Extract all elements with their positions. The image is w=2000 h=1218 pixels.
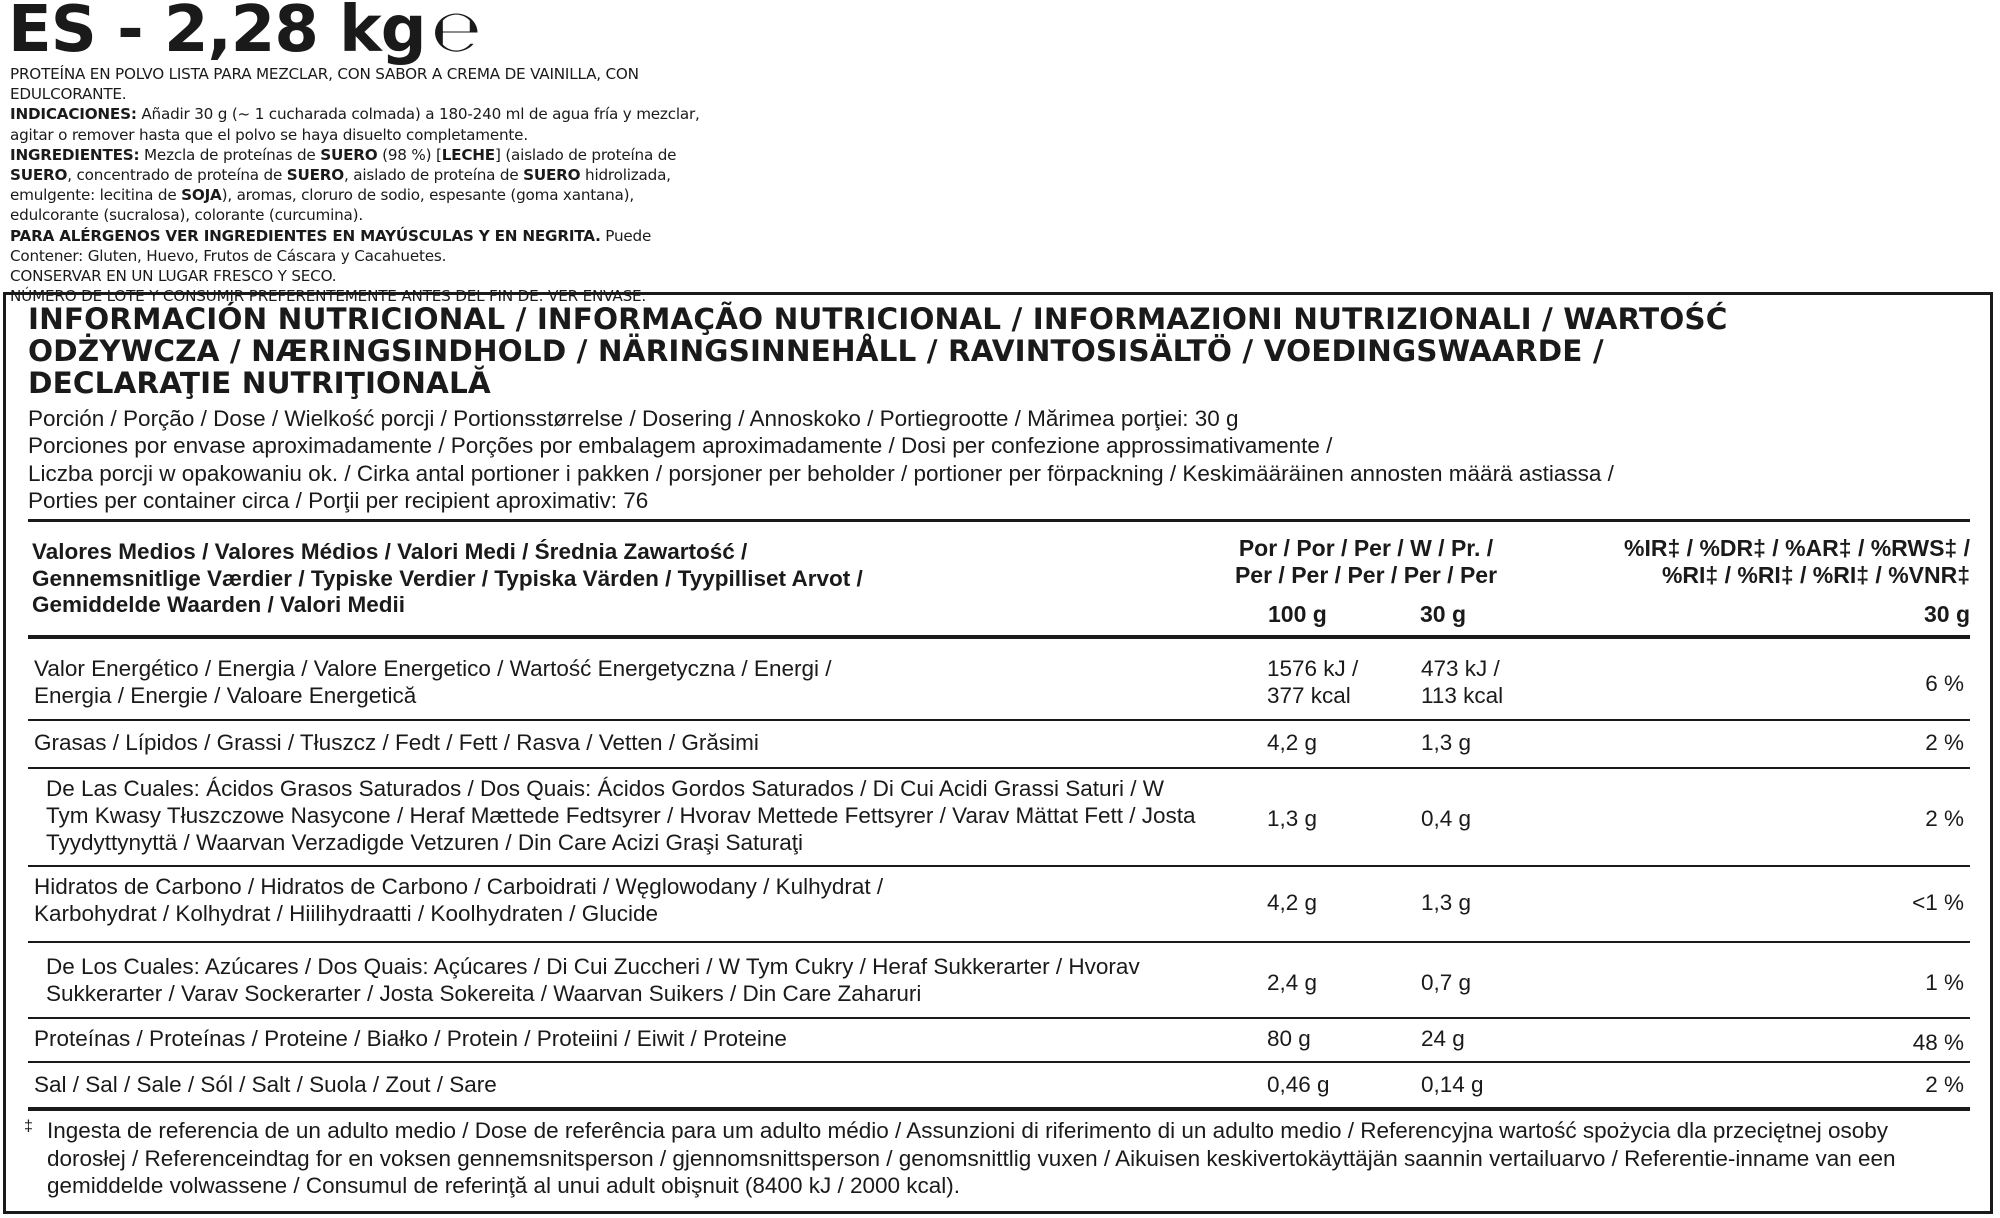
column-header-reference-intake (1550, 535, 1970, 589)
row-divider (28, 767, 1970, 769)
ingredients-text: ), aromas, cloruro de sodio, espesante (goma xantana), edulcorante (sucralosa), colorante (curcumina). (10, 186, 635, 225)
nutrient-label (46, 775, 1216, 856)
ingredients-text: (98 %) [ (377, 145, 442, 164)
row-divider (28, 1017, 1970, 1019)
nutrient-label-line: De Los Cuales: Azúcares / Dos Quais: Açúcares / Di Cui Zuccheri / W Tym Cukry / Heraf Sukkerarter / Hvorav (46, 954, 1140, 979)
reference-intake-footnote (24, 1117, 1964, 1200)
value-per-100g: 0,46 g (1267, 1072, 1330, 1097)
nutrient-label-line: Karbohydrat / Kolhydrat / Hiilihydraatti / Koolhydraten / Glucide (34, 901, 659, 926)
row-divider (28, 941, 1970, 943)
reference-intake-value: <1 % (1912, 890, 1964, 915)
value-line: 113 kcal (1421, 683, 1504, 708)
directions-paragraph (10, 104, 710, 144)
column-sub-100g: 100 g (1268, 601, 1327, 627)
serving-info (28, 405, 1788, 514)
ingredients-paragraph (10, 145, 710, 226)
value-per-100g: 4,2 g (1267, 730, 1318, 755)
column-sub-30g: 30 g (1420, 601, 1467, 627)
directions-text: Añadir 30 g (~ 1 cucharada colmada) a 180-240 ml de agua fría y mezclar, agitar o remover hasta que el polvo se haya disuelto completamente. (10, 105, 700, 144)
value-per-30g: 1,3 g (1421, 890, 1472, 915)
value-per-100g: 1,3 g (1267, 806, 1318, 831)
column-header-line: Valores Medios / Valores Médios / Valori Medi / Średnia Zawartość / (32, 539, 748, 564)
product-description (10, 64, 710, 306)
nutrient-label-line: Sukkerarter / Varav Sockerarter / Josta Sokereita / Waarvan Suikers / Din Care Zaharuri (46, 981, 922, 1006)
value-per-100g: 80 g (1267, 1026, 1311, 1051)
ingredients-text: Mezcla de proteínas de (139, 145, 321, 164)
nutrient-label-line: Tyydyttynyttä / Waarvan Verzadigde Vetzuren / Din Care Acizi Graşi Saturaţi (46, 830, 804, 855)
row-divider (28, 1061, 1970, 1063)
nutrient-label-line: Tym Kwasy Tłuszczowe Nasycone / Heraf Mættede Fedtsyrer / Hvorav Mettede Fettsyrer / Varav Mättat Fett / Josta (46, 803, 1196, 828)
table-header-divider (28, 635, 1970, 639)
allergen-text: Puede Contener: Gluten, Huevo, Frutos de Cáscara y Cacahuetes. (10, 226, 652, 265)
column-header-line: Gemiddelde Waarden / Valori Medii (32, 592, 406, 617)
estimated-sign-icon: ℮ (431, 0, 481, 65)
row-divider (28, 865, 1970, 867)
allergen-whey: SUERO (320, 145, 378, 164)
lot-line: NÚMERO DE LOTE Y CONSUMIR PREFERENTEMENTE ANTES DEL FIN DE: VER ENVASE. (10, 287, 647, 306)
nutrient-label (34, 1071, 1204, 1098)
column-header-values (32, 539, 1032, 619)
value-per-30g: 0,14 g (1421, 1072, 1484, 1097)
ingredients-text: , concentrado de proteína de (67, 166, 287, 185)
allergen-whey: SUERO (10, 166, 68, 185)
allergen-soy: SOJA (181, 186, 222, 205)
nutrition-facts-box (3, 292, 1993, 1214)
column-header-line: %IR‡ / %DR‡ / %AR‡ / %RWS‡ / (1624, 535, 1970, 561)
allergen-whey: SUERO (523, 166, 581, 185)
nutrient-label (34, 873, 1204, 927)
allergen-paragraph (10, 226, 710, 266)
value-per-30g: 0,4 g (1421, 806, 1472, 831)
serving-line: Porciones por envase aproximadamente / Porções por embalagem aproximadamente / Dosi per confezione approssimativamente / (28, 433, 1333, 459)
nutrient-label (34, 729, 1204, 756)
ingredients-text: , aislado de proteína de (344, 166, 524, 185)
directions-label: INDICACIONES: (10, 105, 137, 124)
column-header-line: %RI‡ / %RI‡ / %RI‡ / %VNR‡ (1661, 562, 1970, 588)
serving-line: Liczba porcji w opakowaniu ok. / Cirka antal portioner i pakken / porsjoner per beholder / portioner per förpackning / Keskimääräinen annosten määrä astiassa / (28, 460, 1614, 486)
ingredients-text: ] (aislado de proteína de (494, 145, 677, 164)
value-per-30g (1421, 655, 1561, 709)
reference-intake-value: 2 % (1925, 1072, 1964, 1097)
reference-intake-value: 1 % (1925, 970, 1964, 995)
value-per-100g (1267, 655, 1407, 709)
column-header-line: Gennemsnitlige Værdier / Typiske Verdier / Typiska Värden / Tyypilliset Arvot / (32, 565, 863, 591)
nutrient-label-line: Proteínas / Proteínas / Proteine / Białko / Protein / Proteiini / Eiwit / Proteine (34, 1026, 787, 1051)
product-weight-title (8, 0, 480, 67)
nutrient-label (34, 655, 1204, 709)
value-line: 377 kcal (1267, 683, 1351, 708)
reference-intake-value: 2 % (1925, 806, 1964, 831)
allergen-milk: LECHE (441, 145, 495, 164)
column-sub-ri-30g: 30 g (1923, 601, 1970, 627)
column-header-line: Por / Por / Per / W / Pr. / (1238, 535, 1494, 561)
nutrient-label-line: De Las Cuales: Ácidos Grasos Saturados / Dos Quais: Ácidos Gordos Saturados / Di Cui Acidi Grassi Saturi / W (46, 776, 1164, 801)
reference-intake-value: 2 % (1925, 730, 1964, 755)
weight-label: ES - 2,28 kg (8, 0, 426, 67)
allergen-label: PARA ALÉRGENOS VER INGREDIENTES EN MAYÚSCULAS Y EN NEGRITA. (10, 226, 601, 245)
nutrient-label (46, 953, 1216, 1007)
allergen-whey: SUERO (286, 166, 344, 185)
nutrient-label-line: Sal / Sal / Sale / Sól / Salt / Suola / Zout / Sare (34, 1072, 497, 1097)
nutrient-label-line: Valor Energético / Energia / Valore Energetico / Wartość Energetyczna / Energi / (34, 656, 832, 681)
nutrient-label (34, 1025, 1204, 1052)
column-header-per (1206, 535, 1526, 589)
footnote-mark: ‡ (24, 1118, 33, 1135)
nutrient-label-line: Energia / Energie / Valoare Energetică (34, 683, 417, 708)
row-divider (28, 719, 1970, 721)
nutrient-label-line: Hidratos de Carbono / Hidratos de Carbono / Carboidrati / Węglowodany / Kulhydrat / (34, 874, 884, 899)
storage-line: CONSERVAR EN UN LUGAR FRESCO Y SECO. (10, 267, 337, 286)
value-line: 1576 kJ / (1267, 656, 1359, 681)
column-header-line: Per / Per / Per / Per / Per (1234, 562, 1498, 588)
value-per-100g: 2,4 g (1267, 970, 1318, 995)
product-type-line: PROTEÍNA EN POLVO LISTA PARA MEZCLAR, CON SABOR A CREMA DE VAINILLA, CON EDULCORANTE. (10, 65, 639, 104)
header-divider (28, 519, 1970, 522)
table-bottom-divider (28, 1107, 1970, 1111)
value-per-30g: 24 g (1421, 1026, 1465, 1051)
value-per-30g: 1,3 g (1421, 730, 1472, 755)
footnote-text: Ingesta de referencia de un adulto medio / Dose de referência para um adulto médio / Assunzioni di riferimento di un adulto medio / Referencyjna wartość spożycia dla przeciętnej osoby dorosłej / Referenceindtag for en voksen gennemsnitsperson / gjennomsnittsperson / genomsnittlig vuxen / Aikuisen keskivertokäyttäjän saannin vertailuarvo / Referentie-inname van een gemiddelde volwassene / Consumul de referinţă al unui adult obişnuit (8400 kJ / 2000 kcal). (47, 1118, 1896, 1198)
ingredients-label: INGREDIENTES: (10, 145, 140, 164)
reference-intake-value: 48 % (1912, 1030, 1964, 1055)
nutrition-title: INFORMACIÓN NUTRICIONAL / INFORMAÇÃO NUTRICIONAL / INFORMAZIONI NUTRIZIONALI / WARTOŚĆ ODŻYWCZA / NÆRINGSINDHOLD / NÄRINGSINNEHÅLL / RAVINTOSISÄLTÖ / VOEDINGSWAARDE / DECLARAŢIE NUTRIŢIONALĂ (28, 302, 1728, 400)
ingredients-text: hidrolizada, emulgente: lecitina de (10, 166, 671, 205)
serving-line: Porties per container circa / Porţii per recipient aproximativ: 76 (28, 487, 649, 513)
value-line: 473 kJ / (1421, 656, 1500, 681)
value-per-30g: 0,7 g (1421, 970, 1472, 995)
nutrient-label-line: Grasas / Lípidos / Grassi / Tłuszcz / Fedt / Fett / Rasva / Vetten / Grăsimi (34, 730, 759, 755)
reference-intake-value: 6 % (1925, 671, 1964, 696)
value-per-100g: 4,2 g (1267, 890, 1318, 915)
serving-line: Porción / Porção / Dose / Wielkość porcji / Portionsstørrelse / Dosering / Annoskoko / Portiegrootte / Mărimea porţiei: 30 g (28, 406, 1239, 431)
